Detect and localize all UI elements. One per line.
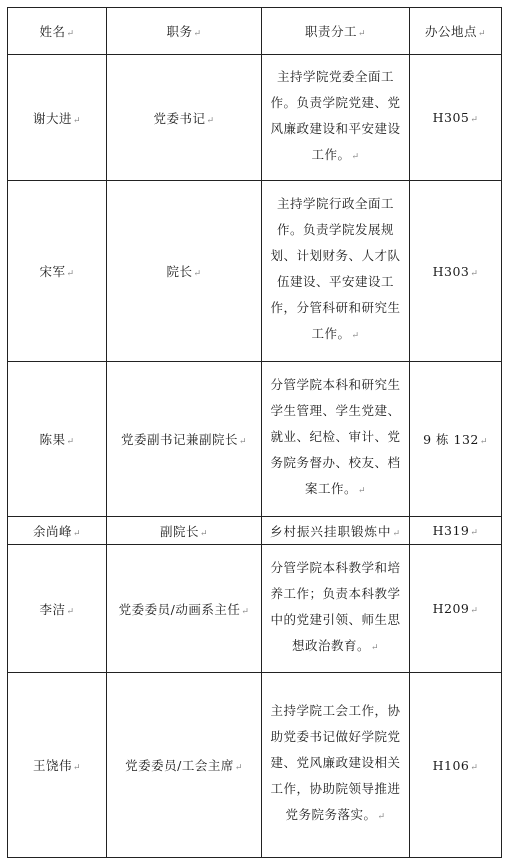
cell-position: 党委委员/动画系主任↵	[107, 545, 262, 673]
table-row	[8, 362, 502, 517]
cell-position: 党委书记↵	[107, 55, 262, 181]
table-header-row	[8, 8, 502, 55]
cell-duties: 主持学院工会工作，协助党委书记做好学院党建、党风廉政建设相关工作，协助院领导推进党务院务落实。↵	[262, 673, 410, 858]
cell-position: 党委副书记兼副院长↵	[107, 362, 262, 517]
staff-duty-table	[7, 7, 502, 858]
cell-office: H209↵	[410, 545, 502, 673]
cell-duties: 分管学院本科教学和培养工作；负责本科教学中的党建引领、师生思想政治教育。↵	[262, 545, 410, 673]
cell-office: H303↵	[410, 181, 502, 362]
cell-duties: 主持学院行政全面工作。负责学院发展规划、计划财务、人才队伍建设、平安建设工作，分管科研和研究生工作。↵	[262, 181, 410, 362]
table-row	[8, 673, 502, 858]
cell-duties: 分管学院本科和研究生学生管理、学生党建、就业、纪检、审计、党务院务督办、校友、档案工作。↵	[262, 362, 410, 517]
cell-position: 院长↵	[107, 181, 262, 362]
cell-office: H305↵	[410, 55, 502, 181]
table-row	[8, 55, 502, 181]
cell-name: 宋军↵	[8, 181, 107, 362]
cell-name: 谢大进↵	[8, 55, 107, 181]
cell-office: H106↵	[410, 673, 502, 858]
table-row	[8, 181, 502, 362]
cell-duties: 乡村振兴挂职锻炼中↵	[262, 517, 410, 545]
header-office: 办公地点↵	[410, 8, 502, 55]
table-row	[8, 517, 502, 545]
cell-duties: 主持学院党委全面工作。负责学院党建、党风廉政建设和平安建设工作。↵	[262, 55, 410, 181]
cell-name: 余尚峰↵	[8, 517, 107, 545]
cell-name: 王饶伟↵	[8, 673, 107, 858]
cell-office: 9 栋 132↵	[410, 362, 502, 517]
cell-position: 党委委员/工会主席↵	[107, 673, 262, 858]
header-duties: 职责分工↵	[262, 8, 410, 55]
table-row	[8, 545, 502, 673]
header-position: 职务↵	[107, 8, 262, 55]
cell-position: 副院长↵	[107, 517, 262, 545]
cell-name: 陈果↵	[8, 362, 107, 517]
header-name: 姓名↵	[8, 8, 107, 55]
cell-name: 李洁↵	[8, 545, 107, 673]
cell-office: H319↵	[410, 517, 502, 545]
